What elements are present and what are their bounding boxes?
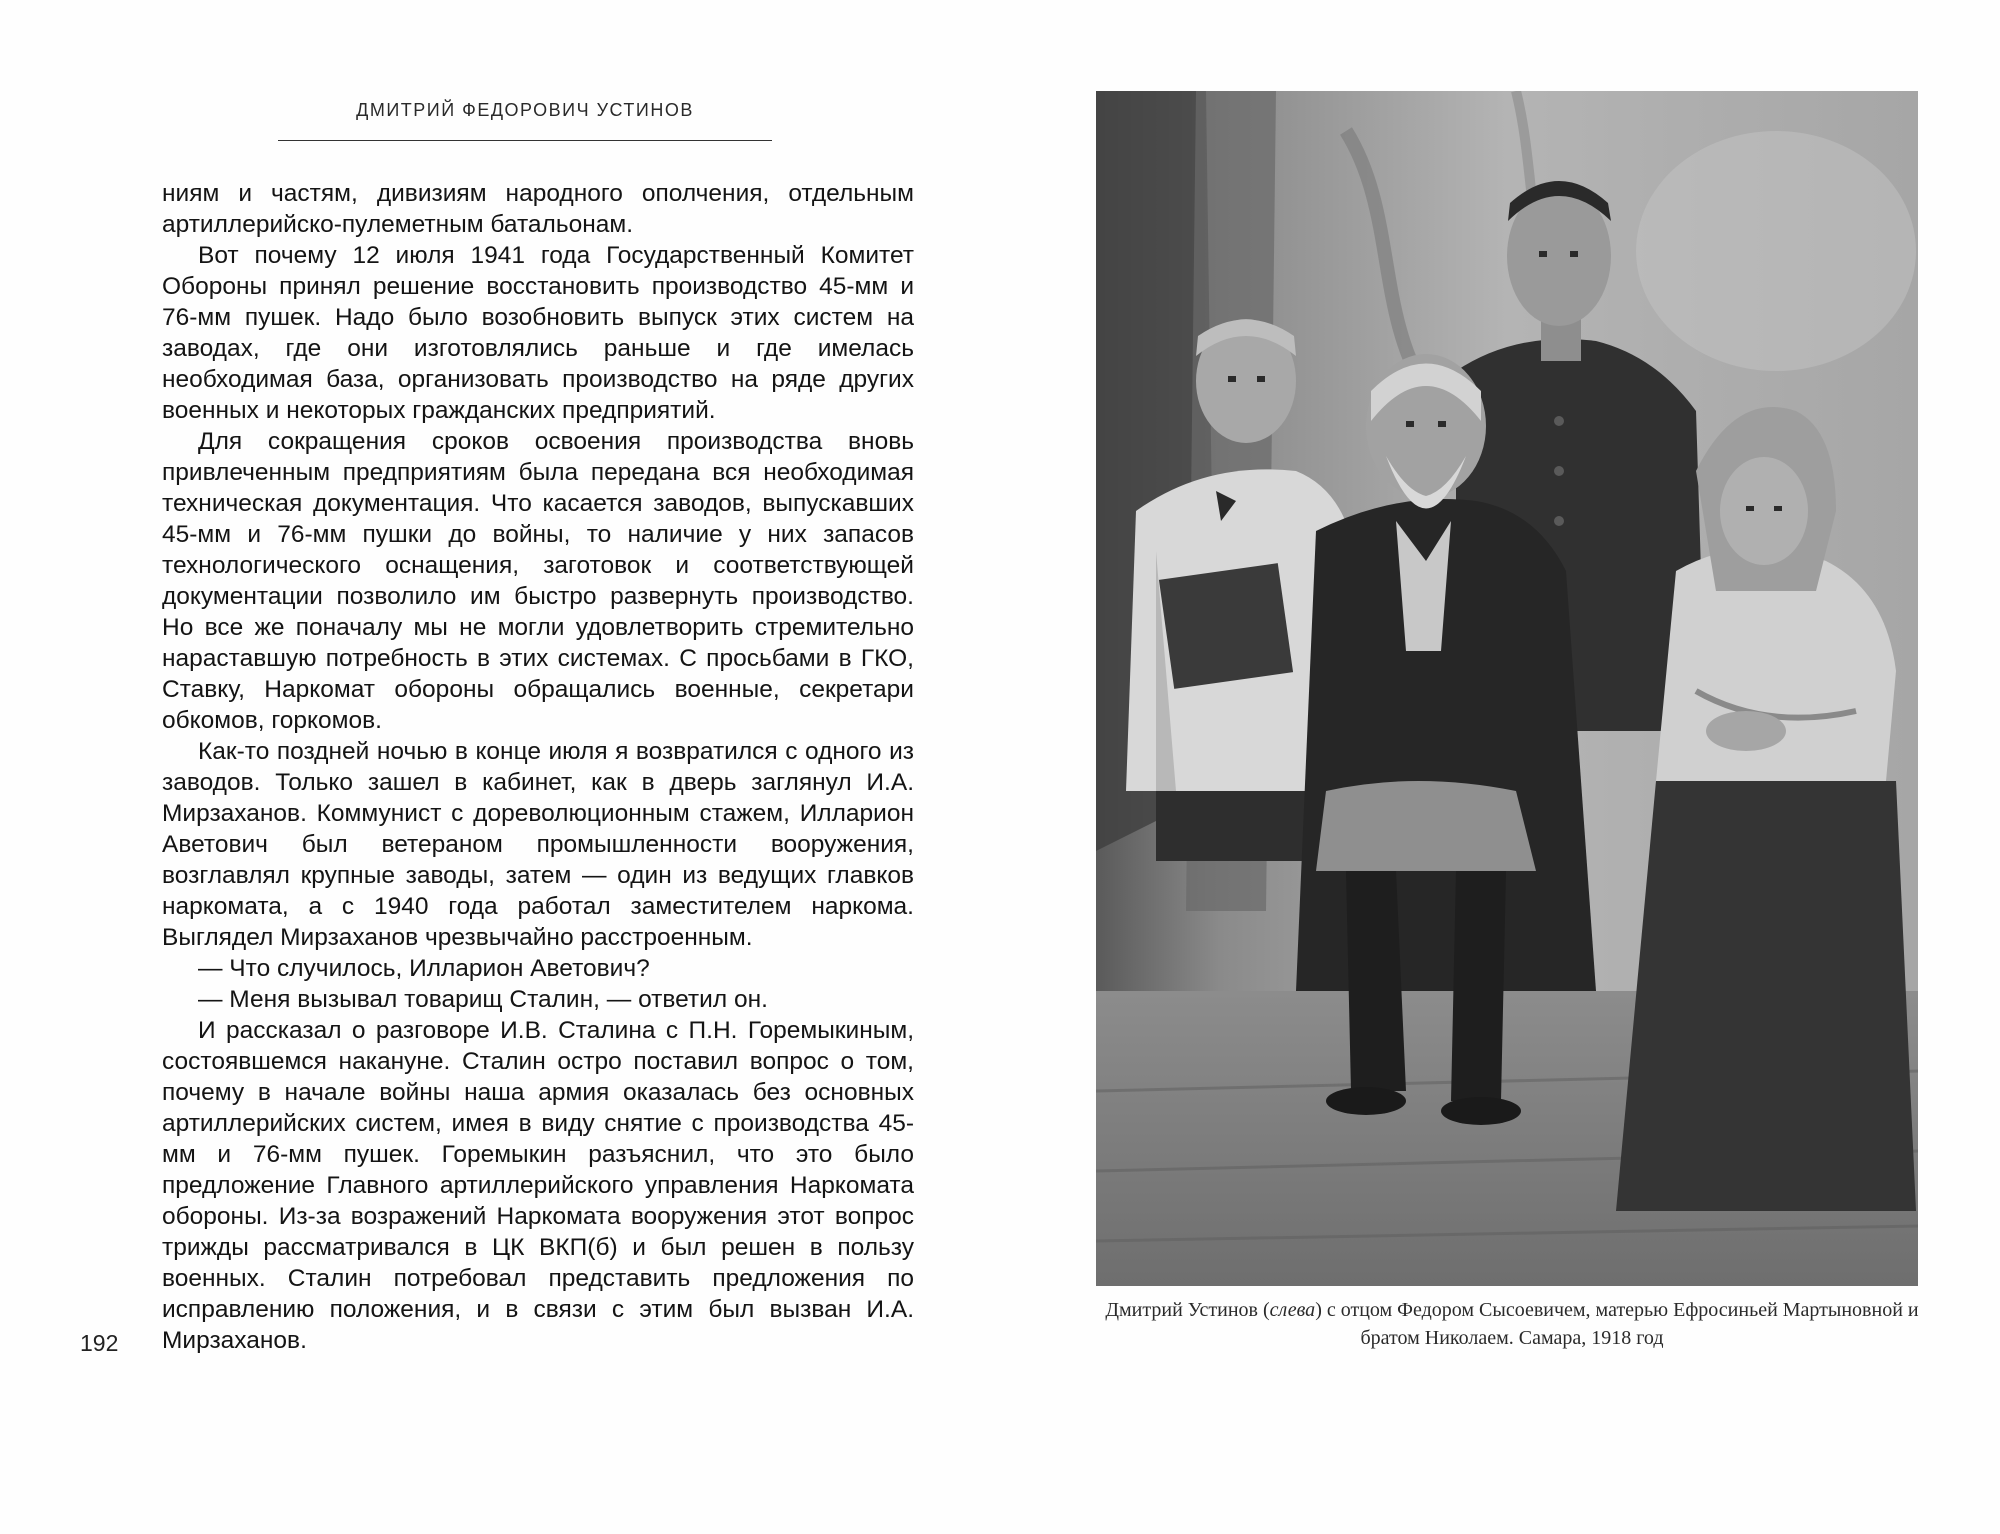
running-head: ДМИТРИЙ ФЕДОРОВИЧ УСТИНОВ [356,100,694,120]
paragraph: Как-то поздней ночью в конце июля я возвратился с одного из заводов. Только зашел в кабинет, как в дверь заглянул И.А. Мирзаханов. Коммунист с дореволюционным стажем, Илларион Аветович был ветераном промышленности вооружения, возглавлял крупные заводы, затем — один из ведущих главков наркомата, а с 1940 года работал заместителем наркома. Выглядел Мирзаханов чрезвычайно расстроенным. [162,738,914,951]
backdrop-foliage [1636,131,1916,371]
dialogue-line: — Что случилось, Илларион Аветович? [198,955,650,982]
photo-caption [1092,1296,1932,1352]
body-text [162,178,914,1356]
book-held [1159,563,1293,689]
caption-text-before: Дмитрий Устинов ( [1105,1299,1270,1321]
dialogue-line: — Меня вызывал товарищ Сталин, — ответил он. [198,986,768,1013]
caption-text-after: ) с отцом Федором Сысоевичем, матерью Ефросиньей Мартыновной и братом Николаем. Самара, 1918 год [1315,1299,1919,1349]
caption-italic: слева [1269,1299,1316,1321]
paragraph: И рассказал о разговоре И.В. Сталина с П.Н. Горемыкиным, состоявшемся накануне. Сталин остро поставил вопрос о том, почему в начале войны наша армия оказалась без основных артиллерийских систем, имея в виду снятие с производства 45-мм и 76-мм пушек. Горемыкин разъяснил, что это было предложение Главного артиллерийского управления Наркомата обороны. Из-за возражений Наркомата вооружения этот вопрос трижды рассматривался в ЦК ВКП(б) и был решен в пользу военных. Сталин потребовал представить предложения по исправлению положения, и в связи с этим был вызван И.А. Мирзаханов. [162,1017,914,1354]
paragraph: Для сокращения сроков освоения производства вновь привлеченным предприятиям была передана вся необходимая техническая документация. Что касается заводов, выпускавших 45-мм и 76-мм пушки до войны, то наличие у них запасов технологического оснащения, заготовок и соответствующей документации позволило им быстро развернуть производство. Но все же поначалу мы не могли удовлетворить стремительно нараставшую потребность в этих системах. С просьбами в ГКО, Ставку, Наркомат обороны обращались военные, секретари обкомов, горкомов. [162,428,914,734]
running-head-rule [278,140,772,141]
paragraph: ниям и частям, дивизиям народного ополчения, отдельным артиллерийско-пулеметным батальонам. [162,180,914,238]
paragraph: Вот почему 12 июля 1941 года Государственный Комитет Обороны принял решение восстановить производство 45-мм и 76-мм пушек. Надо было возобновить выпуск этих систем на заводах, где они изготовлялись раньше и где имелась необходимая база, организовать производство на ряде других военных и некоторых гражданских предприятий. [162,242,914,424]
family-photograph [1096,91,1918,1286]
page-number: 192 [80,1330,119,1356]
photograph-illustration [1096,91,1918,1286]
right-page [1000,0,2000,1534]
